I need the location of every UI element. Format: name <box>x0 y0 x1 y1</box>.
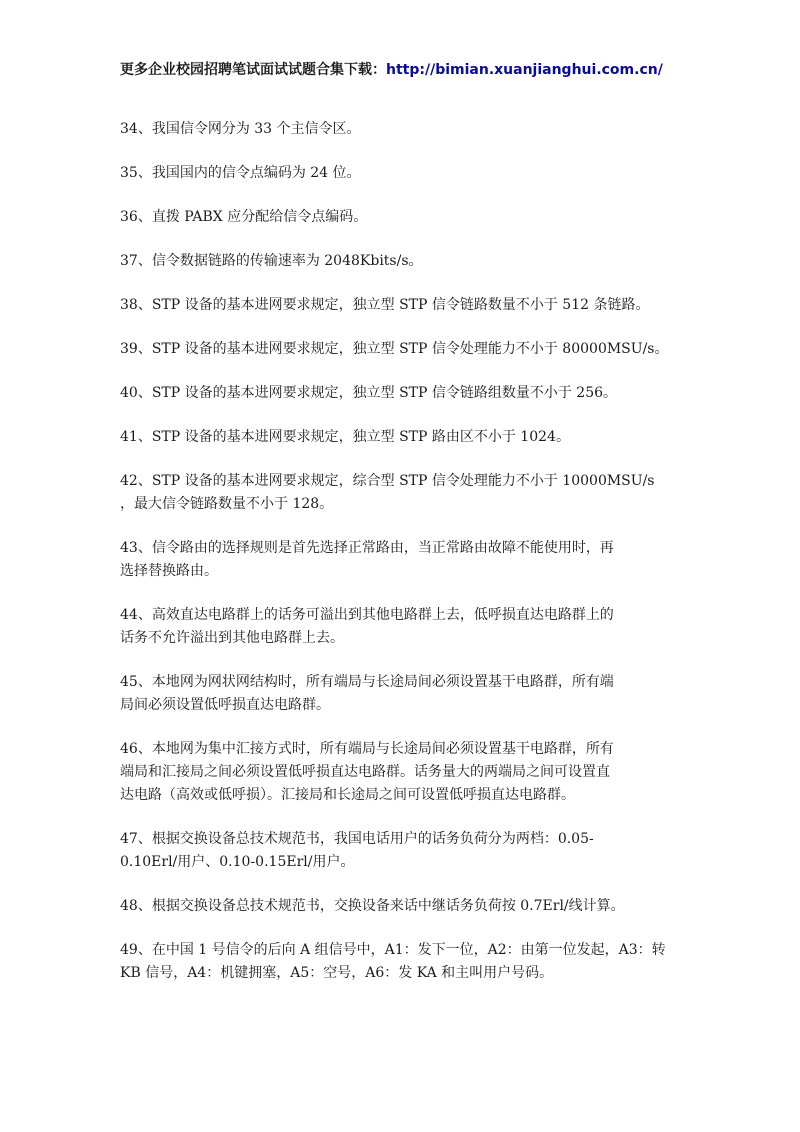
list-item-line: 37、信令数据链路的传输速率为 2048Kbits/s。 <box>120 253 423 269</box>
list-item <box>120 250 682 273</box>
list-item-line: 36、直拨 PABX 应分配给信令点编码。 <box>120 209 368 225</box>
list-item <box>120 382 682 405</box>
list-item <box>120 162 682 185</box>
list-item-line: 46、本地网为集中汇接方式时，所有端局与长途局间必须设置基干电路群，所有 <box>120 741 614 757</box>
list-item-line: 48、根据交换设备总技术规范书，交换设备来话中继话务负荷按 0.7Erl/线计算。 <box>120 898 625 914</box>
list-item <box>120 338 682 361</box>
list-item-line: 43、信令路由的选择规则是首先选择正常路由，当正常路由故障不能使用时，再 <box>120 540 614 556</box>
list-item-line: 选择替换路由。 <box>120 563 218 579</box>
list-item-line: 38、STP 设备的基本进网要求规定，独立型 STP 信令链路数量不小于 512 条链路。 <box>120 297 650 313</box>
list-item <box>120 537 682 583</box>
list-item <box>120 470 682 516</box>
list-item <box>120 828 682 874</box>
list-item <box>120 206 682 229</box>
list-item <box>120 604 682 650</box>
list-item-line: ，最大信令链路数量不小于 128。 <box>120 496 334 512</box>
list-item-line: 0.10Erl/用户、0.10-0.15Erl/用户。 <box>120 854 355 870</box>
list-item-line: 41、STP 设备的基本进网要求规定，独立型 STP 路由区不小于 1024。 <box>120 429 570 445</box>
list-item-line: 42、STP 设备的基本进网要求规定，综合型 STP 信令处理能力不小于 10000MSU/s <box>120 473 655 489</box>
list-item <box>120 294 682 317</box>
list-item-line: KB 信号，A4：机键拥塞，A5：空号，A6：发 KA 和主叫用户号码。 <box>120 965 554 981</box>
question-list <box>120 118 682 1006</box>
list-item <box>120 895 682 918</box>
list-item-line: 话务不允许溢出到其他电路群上去。 <box>120 630 344 646</box>
list-item-line: 端局和汇接局之间必须设置低呼损直达电路群。话务量大的两端局之间可设置直 <box>120 764 610 780</box>
list-item-line: 局间必须设置低呼损直达电路群。 <box>120 697 330 713</box>
list-item-line: 40、STP 设备的基本进网要求规定，独立型 STP 信令链路组数量不小于 256。 <box>120 385 618 401</box>
header-url-link[interactable]: http://bimian.xuanjianghui.com.cn/ <box>386 62 663 78</box>
list-item-line: 达电路（高效或低呼损）。汇接局和长途局之间可设置低呼损直达电路群。 <box>120 787 575 803</box>
list-item-line: 45、本地网为网状网结构时，所有端局与长途局间必须设置基干电路群，所有端 <box>120 674 614 690</box>
page-header <box>120 60 760 80</box>
list-item <box>120 426 682 449</box>
header-label: 更多企业校园招聘笔试面试试题合集下载： <box>120 62 386 78</box>
list-item-line: 44、高效直达电路群上的话务可溢出到其他电路群上去，低呼损直达电路群上的 <box>120 607 614 623</box>
list-item <box>120 939 682 985</box>
list-item-line: 47、根据交换设备总技术规范书，我国电话用户的话务负荷分为两档：0.05- <box>120 831 594 847</box>
list-item-line: 39、STP 设备的基本进网要求规定，独立型 STP 信令处理能力不小于 80000MSU/s。 <box>120 341 669 357</box>
list-item-line: 35、我国国内的信令点编码为 24 位。 <box>120 165 361 181</box>
list-item <box>120 118 682 141</box>
list-item <box>120 671 682 717</box>
list-item-line: 49、在中国 1 号信令的后向 A 组信号中，A1：发下一位，A2：由第一位发起，A3：转 <box>120 942 666 958</box>
list-item <box>120 738 682 807</box>
list-item-line: 34、我国信令网分为 33 个主信令区。 <box>120 121 361 137</box>
